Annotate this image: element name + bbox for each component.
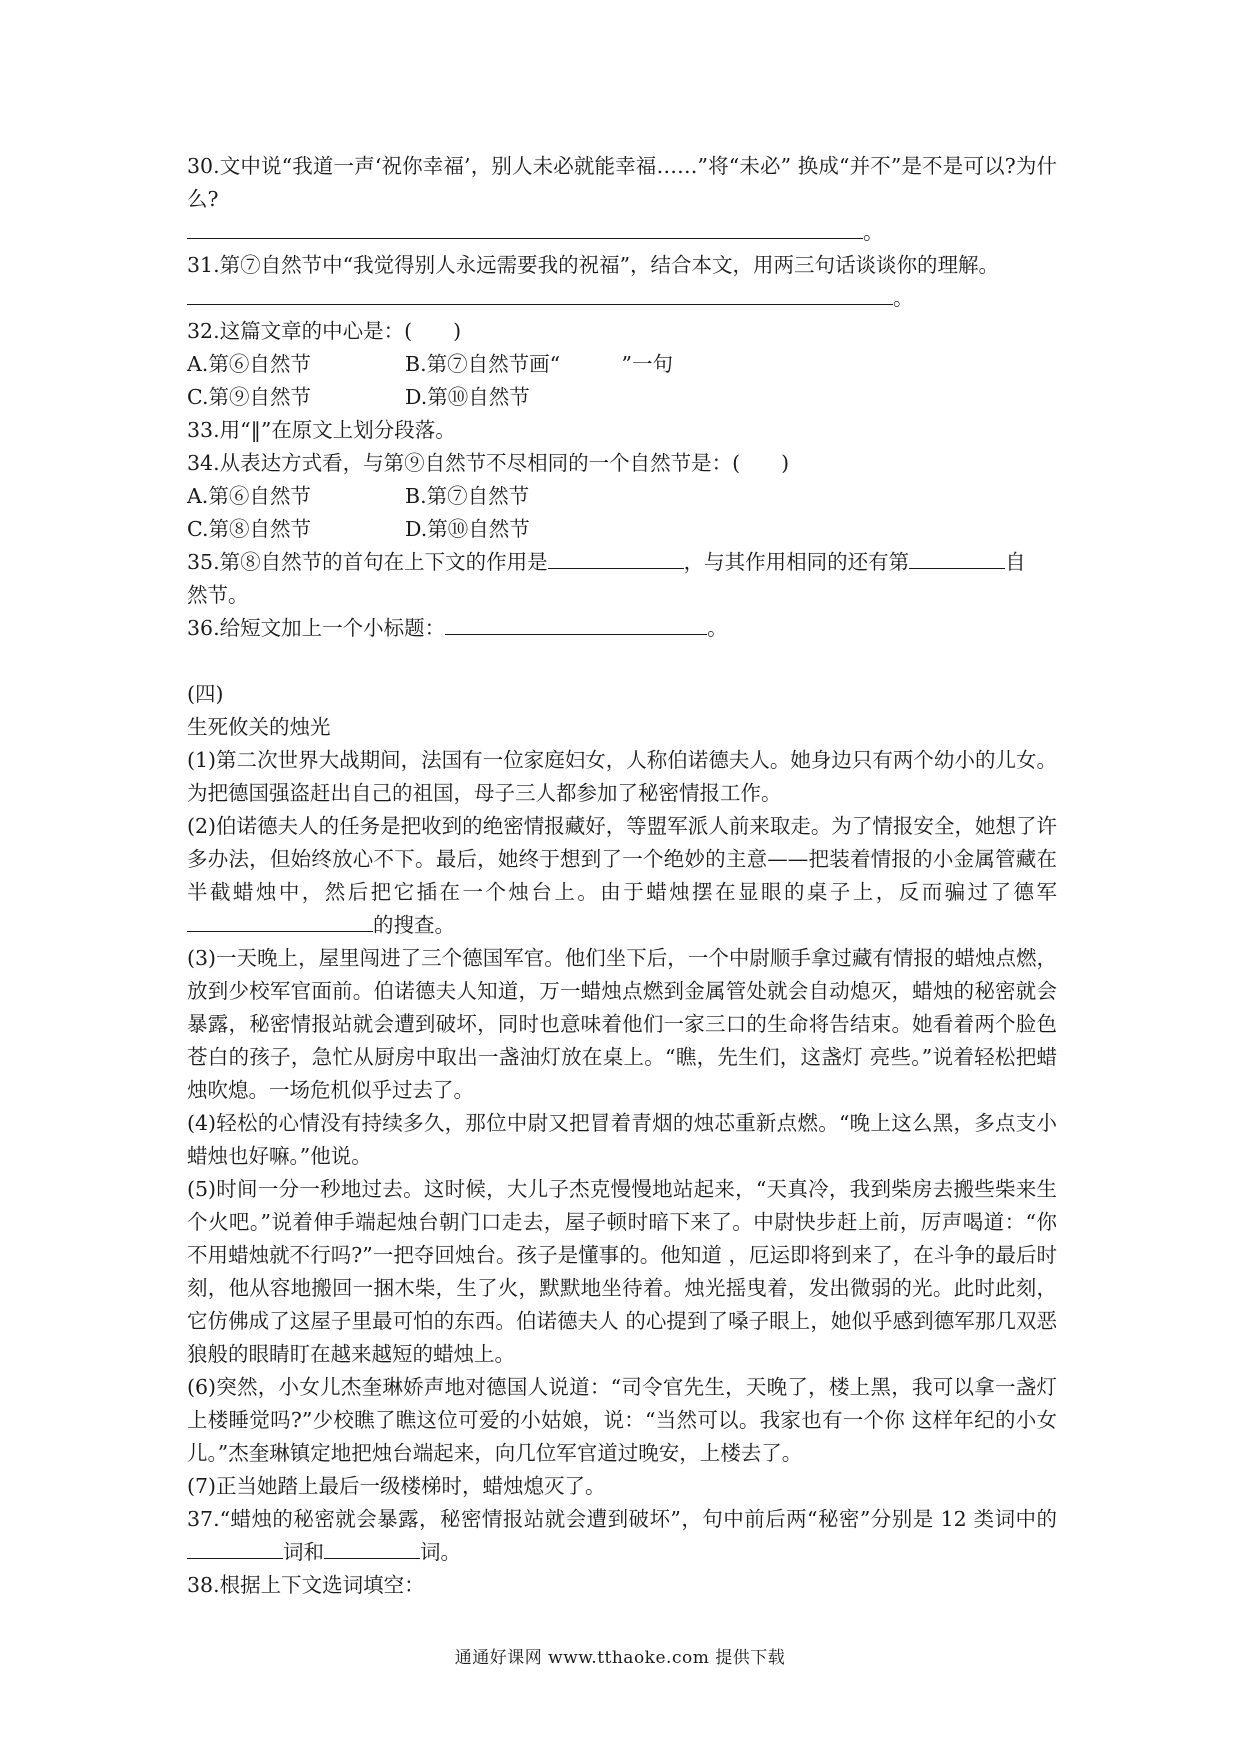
- option-b[interactable]: B.第⑦自然节: [405, 484, 530, 508]
- option-d[interactable]: D.第⑩自然节: [405, 385, 530, 409]
- question-33: 33.用“‖”在原文上划分段落。: [187, 418, 456, 442]
- option-c[interactable]: C.第⑨自然节: [187, 385, 311, 409]
- answer-line-30: 。: [187, 216, 1057, 249]
- answer-blank[interactable]: [445, 612, 707, 635]
- answer-blank[interactable]: [187, 282, 893, 305]
- page-footer: 通通好课网 www.tthaoke.com 提供下载: [454, 1648, 786, 1668]
- passage-title: 生死攸关的烛光: [187, 715, 331, 739]
- question-30: 30.文中说“我道一声‘祝你幸福’，别人未必就能幸福……”将“未必” 换成“并不”是不是可以?为什么?: [187, 154, 1057, 211]
- answer-blank[interactable]: [548, 546, 684, 569]
- question-37: 37.“蜡烛的秘密就会暴露，秘密情报站就会遭到破坏”，句中前后两“秘密”分别是 12 类词中的词和 词。: [187, 1507, 1057, 1564]
- question-36: 36.给短文加上一个小标题： 。: [187, 612, 1057, 645]
- options-row: [187, 513, 1057, 546]
- paragraph-5: (5)时间一分一秒地过去。这时候，大儿子杰克慢慢地站起来，“天真冷，我到柴房去搬些柴来生个火吧。”说着伸手端起烛台朝门口走去，屋子顿时暗下来了。中尉快步赶上前，厉声喝道：“你不用蜡烛就不行吗?”一把夺回烛台。孩子是懂事的。他知道 ，厄运即将到来了，在斗争的最后时刻，他从容地搬回一捆木柴，生了火，默默地坐待着。烛光摇曳着，发出微弱的光。此时此刻，它仿佛成了这屋子里最可怕的东西。伯诺德夫人 的心提到了嗓子眼上，她似乎感到德军那几双恶狼般的眼睛盯在越来越短的蜡烛上。: [187, 1177, 1057, 1366]
- options-row: [187, 381, 1057, 414]
- question-31: 31.第⑦自然节中“我觉得别人永远需要我的祝福”，结合本文，用两三句话谈谈你的理解。: [187, 253, 1000, 277]
- option-a[interactable]: A.第⑥自然节: [187, 484, 311, 508]
- option-b[interactable]: B.第⑦自然节画“ ”一句: [405, 352, 674, 376]
- paragraph-1: (1)第二次世界大战期间，法国有一位家庭妇女，人称伯诺德夫人。她身边只有两个幼小的儿女。为把德国强盗赶出自己的祖国，母子三人都参加了秘密情报工作。: [187, 748, 1057, 805]
- answer-blank[interactable]: [187, 216, 863, 239]
- option-c[interactable]: C.第⑧自然节: [187, 517, 311, 541]
- option-d[interactable]: D.第⑩自然节: [405, 517, 530, 541]
- options-row: [187, 480, 1057, 513]
- spacer: [187, 645, 1057, 678]
- paragraph-6: (6)突然，小女儿杰奎琳娇声地对德国人说道：“司令官先生，天晚了，楼上黑，我可以拿一盏灯上楼睡觉吗?”少校瞧了瞧这位可爱的小姑娘，说：“当然可以。我家也有一个你 这样年纪的小女儿。”杰奎琳镇定地把烛台端起来，向几位军官道过晚安，上楼去了。: [187, 1375, 1057, 1465]
- section-label: (四): [187, 682, 224, 706]
- document-content: [187, 150, 1057, 1602]
- options-row: [187, 348, 1057, 381]
- question-35-cont: 然节。: [187, 583, 249, 607]
- question-34: 34.从表达方式看，与第⑨自然节不尽相同的一个自然节是：( ): [187, 451, 790, 475]
- paragraph-2: (2)伯诺德夫人的任务是把收到的绝密情报藏好，等盟军派人前来取走。为了情报安全，她想了许多办法，但始终放心不下。最后，她终于想到了一个绝妙的主意——把装着情报的小金属管藏在半截蜡烛中，然后把它插在一个烛台上。由于蜡烛摆在显眼的桌子上，反而骗过了德军的搜查。: [187, 814, 1057, 937]
- question-38: 38.根据上下文选词填空：: [187, 1573, 425, 1597]
- answer-line-31: 。: [187, 282, 1057, 315]
- answer-blank[interactable]: [187, 909, 373, 932]
- option-a[interactable]: A.第⑥自然节: [187, 352, 311, 376]
- paragraph-3: (3)一天晚上，屋里闯进了三个德国军官。他们坐下后，一个中尉顺手拿过藏有情报的蜡烛点燃，放到少校军官面前。伯诺德夫人知道，万一蜡烛点燃到金属管处就会自动熄灭，蜡烛的秘密就会暴露，秘密情报站就会遭到破坏，同时也意味着他们一家三口的生命将告结束。她看着两个脸色苍白的孩子，急忙从厨房中取出一盏油灯放在桌上。“瞧，先生们，这盏灯 亮些。”说着轻松把蜡烛吹熄。一场危机似乎过去了。: [187, 946, 1057, 1102]
- paragraph-4: (4)轻松的心情没有持续多久，那位中尉又把冒着青烟的烛芯重新点燃。“晚上这么黑，多点支小蜡烛也好嘛。”他说。: [187, 1111, 1057, 1168]
- question-35: 35.第⑧自然节的首句在上下文的作用是 ，与其作用相同的还有第 自: [187, 546, 1057, 579]
- answer-blank[interactable]: [324, 1536, 420, 1559]
- question-32: 32.这篇文章的中心是：( ): [187, 319, 462, 343]
- answer-blank[interactable]: [909, 546, 1005, 569]
- answer-blank[interactable]: [187, 1536, 283, 1559]
- paragraph-7: (7)正当她踏上最后一级楼梯时，蜡烛熄灭了。: [187, 1474, 606, 1498]
